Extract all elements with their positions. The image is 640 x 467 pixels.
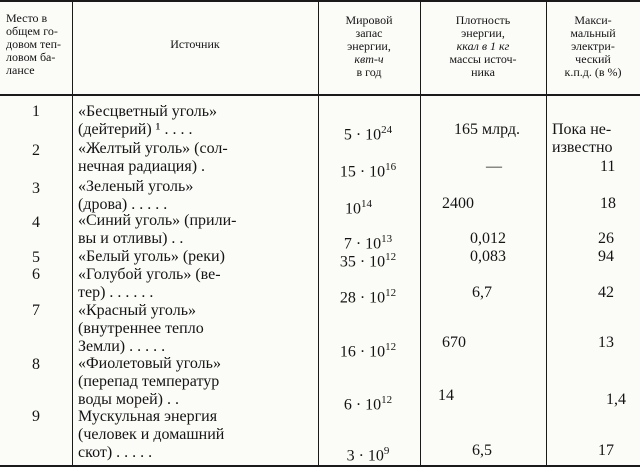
efficiency-cell: 26 bbox=[598, 230, 614, 247]
source-cell: «Зеленый уголь» (дрова) . . . . . bbox=[78, 178, 194, 213]
reserve-cell: $10^{14}$ bbox=[345, 198, 372, 218]
source-cell: «Голубой уголь» (ве- тер) . . . . . . bbox=[78, 266, 221, 301]
efficiency-cell: 1,4 bbox=[606, 391, 626, 408]
header-bottom-rule bbox=[0, 94, 640, 96]
source-cell: «Фиолетовый уголь» (перепад температур воды морей) . . bbox=[78, 355, 221, 408]
reserve-cell: $28 \cdot 10^{12}$ bbox=[339, 287, 397, 307]
density-cell: 670 bbox=[442, 334, 466, 351]
source-cell: «Бесцветный уголь» (дейтерий) ¹ . . . . bbox=[78, 103, 218, 138]
header-reserve: Мировой запас энергии, квт-ч в год bbox=[345, 13, 393, 79]
reserve-cell: $7 \cdot 10^{13}$ bbox=[343, 233, 393, 253]
header-density: Плотность энергии, ккал в 1 кг массы источ- ника bbox=[449, 13, 517, 79]
header-efficiency: Макси- мальный электри- ческий к.п.д. (в %) bbox=[564, 13, 622, 79]
place-cell: 1 bbox=[32, 103, 40, 120]
place-cell: 9 bbox=[32, 408, 40, 425]
source-cell: «Красный уголь» (внутреннее тепло Земли) . . . . . bbox=[78, 302, 204, 355]
efficiency-cell: 17 bbox=[598, 442, 614, 459]
efficiency-cell: 42 bbox=[598, 284, 614, 301]
density-cell: 6,7 bbox=[472, 284, 492, 301]
reserve-cell: $3 \cdot 10^9$ bbox=[346, 445, 390, 465]
place-cell: 4 bbox=[32, 214, 40, 231]
source-cell: «Белый уголь» (реки) bbox=[78, 248, 225, 265]
table-top-rule bbox=[0, 0, 640, 2]
place-cell: 5 bbox=[32, 249, 40, 266]
reserve-cell: $5 \cdot 10^{24}$ bbox=[343, 124, 393, 144]
header-source: Источник bbox=[170, 37, 220, 51]
efficiency-note: Пока не- известно bbox=[552, 121, 613, 156]
place-cell: 7 bbox=[32, 302, 40, 319]
density-cell: 0,012 bbox=[470, 230, 506, 247]
density-cell: 165 млрд. bbox=[454, 121, 521, 138]
efficiency-cell: 11 bbox=[600, 158, 616, 175]
reserve-cell: $35 \cdot 10^{12}$ bbox=[339, 251, 397, 271]
density-cell: 14 bbox=[438, 387, 454, 404]
efficiency-cell: 18 bbox=[600, 195, 616, 212]
header-place: Место в общем го- довом теп- ловом ба- лансе bbox=[6, 11, 62, 77]
reserve-cell: $16 \cdot 10^{12}$ bbox=[339, 341, 397, 361]
source-cell: «Желтый уголь» (сол- нечная радиация) . bbox=[78, 140, 228, 175]
place-cell: 6 bbox=[32, 266, 40, 283]
density-cell: 2400 bbox=[442, 195, 474, 212]
place-cell: 8 bbox=[32, 356, 40, 373]
source-cell: «Синий уголь» (прили- вы и отливы) . . bbox=[78, 212, 237, 247]
density-cell: 0,083 bbox=[470, 248, 506, 265]
place-cell: 3 bbox=[32, 180, 40, 197]
reserve-cell: $6 \cdot 10^{12}$ bbox=[343, 394, 393, 414]
place-cell: 2 bbox=[32, 142, 40, 159]
efficiency-cell: 13 bbox=[598, 334, 614, 351]
density-cell: — bbox=[486, 158, 502, 175]
reserve-cell: $15 \cdot 10^{16}$ bbox=[339, 161, 397, 181]
efficiency-cell: 94 bbox=[598, 248, 614, 265]
density-cell: 6,5 bbox=[472, 442, 492, 459]
source-cell: Мускульная энергия (человек и домашний скот) . . . . . bbox=[78, 408, 225, 461]
